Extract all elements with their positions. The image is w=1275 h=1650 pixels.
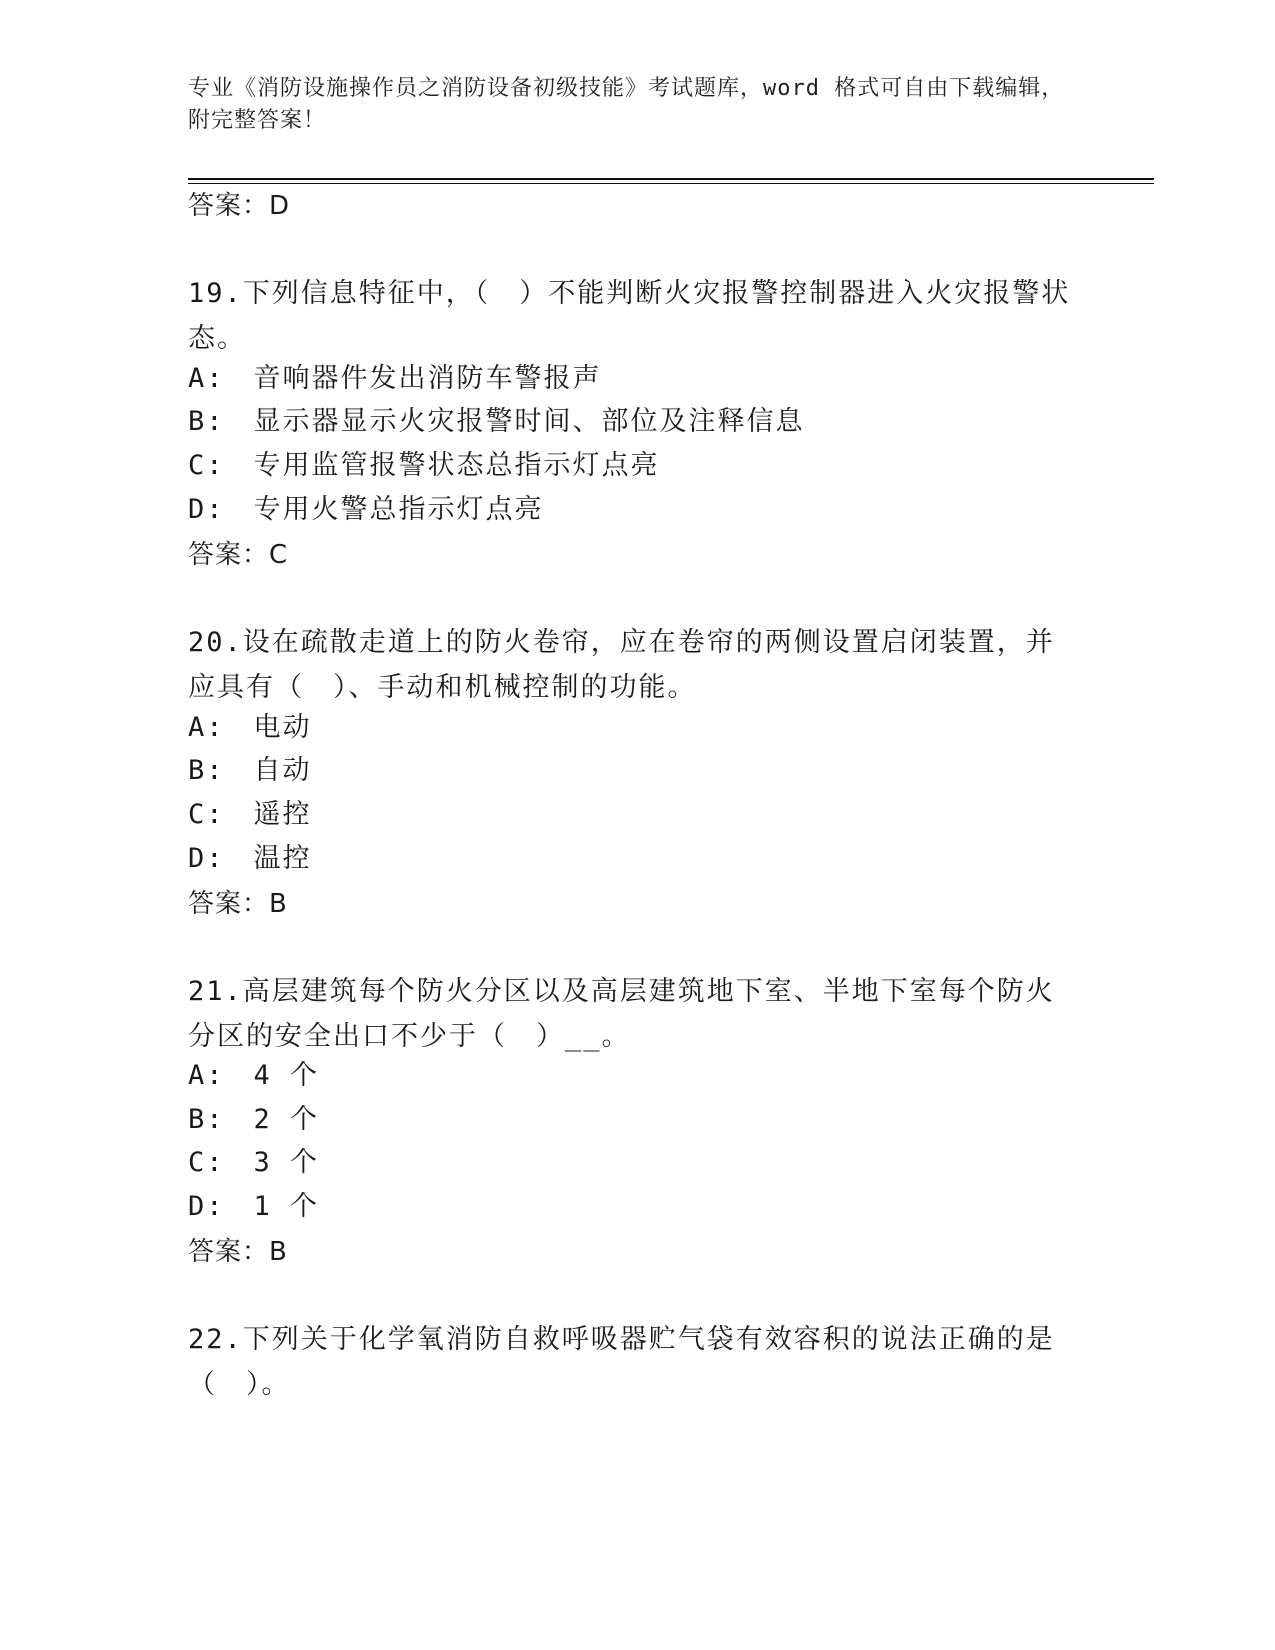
question-19-option-a: A: 音响器件发出消防车警报声 (188, 363, 602, 394)
question-20-option-d: D: 温控 (188, 843, 312, 874)
question-20-answer: 答案：B (188, 889, 288, 919)
question-21-option-c: C: 3 个 (188, 1147, 320, 1178)
question-20-option-a: A: 电动 (188, 712, 312, 743)
question-21-option-b: B: 2 个 (188, 1104, 320, 1135)
header-divider (188, 178, 1154, 180)
question-20-option-b: B: 自动 (188, 755, 312, 786)
question-19-answer: 答案：C (188, 540, 289, 570)
question-21-option-d: D: 1 个 (188, 1191, 320, 1222)
question-20-stem: 20.设在疏散走道上的防火卷帘，应在卷帘的两侧设置启闭装置，并应具有（ ）、手动和机械控制的功能。 (188, 627, 1055, 703)
question-21-option-a: A: 4 个 (188, 1060, 320, 1091)
question-19-option-c: C: 专用监管报警状态总指示灯点亮 (188, 450, 660, 481)
header-divider-thin (188, 183, 1154, 184)
document-header: 专业《消防设施操作员之消防设备初级技能》考试题库，word 格式可自由下载编辑，附完整答案！ (188, 76, 1065, 133)
question-21-stem: 21.高层建筑每个防火分区以及高层建筑地下室、半地下室每个防火分区的安全出口不少于（ ）__。 (188, 976, 1055, 1052)
question-20-option-c: C: 遥控 (188, 799, 312, 830)
question-22-stem: 22.下列关于化学氧消防自救呼吸器贮气袋有效容积的说法正确的是（ ）。 (188, 1324, 1055, 1400)
question-21-answer: 答案：B (188, 1237, 288, 1267)
question-19-stem: 19.下列信息特征中，（ ）不能判断火灾报警控制器进入火灾报警状态。 (188, 278, 1071, 354)
question-19-option-b: B: 显示器显示火灾报警时间、部位及注释信息 (188, 406, 805, 437)
previous-answer: 答案：D (188, 191, 291, 221)
question-19-option-d: D: 专用火警总指示灯点亮 (188, 494, 544, 525)
